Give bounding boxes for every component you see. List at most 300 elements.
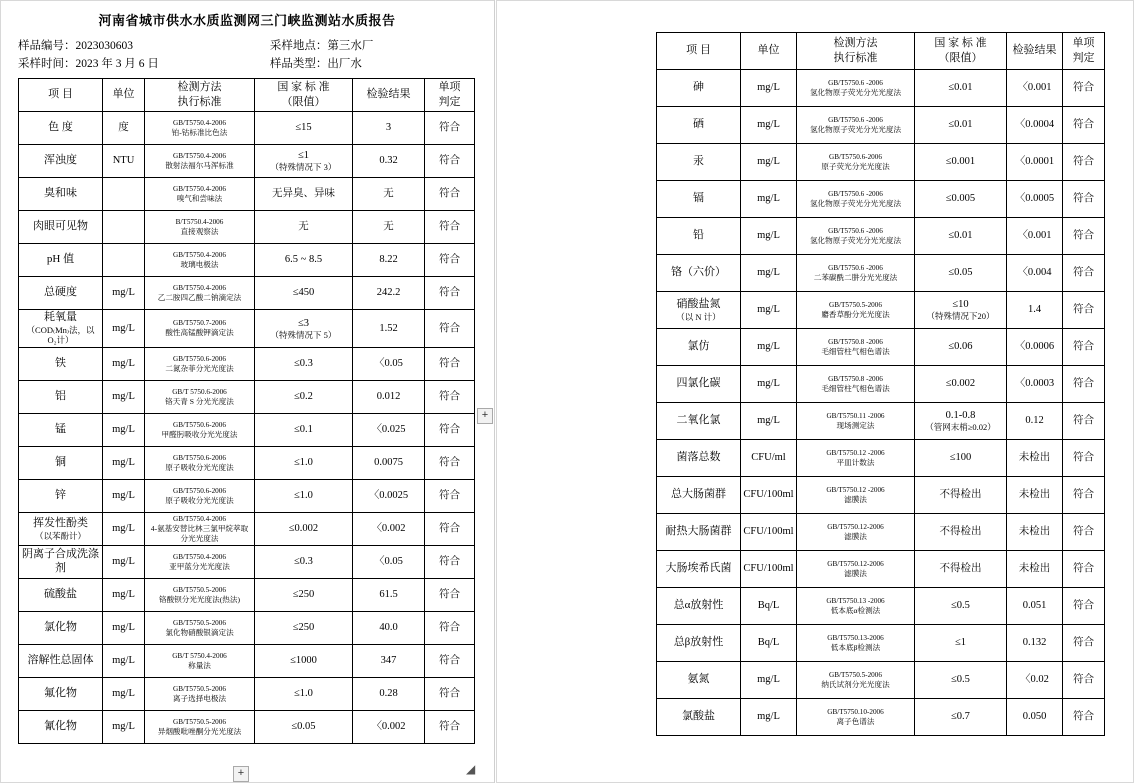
table-row [657, 551, 1105, 588]
cell-result: 1.52 [353, 310, 425, 348]
cell-verdict: 符合 [425, 546, 475, 579]
cell-method: GB/T5750.4-2006 嗅气和尝味法 [145, 178, 255, 211]
cell-standard-limit: ≤1 [915, 625, 1007, 662]
cell-item: 铁 [19, 348, 103, 381]
col-verdict [1063, 33, 1105, 70]
cell-unit: mg/L [103, 678, 145, 711]
cell-verdict: 符合 [1063, 144, 1105, 181]
cell-method: GB/T5750.6-2006 甲醛肟吸收分光光度法 [145, 414, 255, 447]
cell-standard-limit: ≤0.3 [255, 348, 353, 381]
cell-standard-limit: 无异臭、异味 [255, 178, 353, 211]
cell-item: 阴离子合成洗涤剂 [19, 546, 103, 579]
cell-verdict: 符合 [1063, 699, 1105, 736]
col-result: 检验结果 [1007, 33, 1063, 70]
cell-result: 〈0.05 [353, 546, 425, 579]
cell-standard-limit: ≤10 （特殊情况下20） [915, 292, 1007, 329]
cell-item: 汞 [657, 144, 741, 181]
cell-item: 总α放射性 [657, 588, 741, 625]
table-row [19, 381, 475, 414]
cell-method: GB/T5750.5-2006 氯化物硝酸银滴定法 [145, 612, 255, 645]
cell-unit [103, 244, 145, 277]
cell-item: 硫酸盐 [19, 579, 103, 612]
cell-method: GB/T 5750.4-2006 称量法 [145, 645, 255, 678]
cell-verdict: 符合 [1063, 440, 1105, 477]
col-item: 项 目 [19, 79, 103, 112]
cell-method: GB/T5750.5-2006 异烟酸吡唑酮分光光度法 [145, 711, 255, 744]
table-row [19, 414, 475, 447]
sampling-place-value: 第三水厂 [327, 40, 374, 52]
cell-item: 肉眼可见物 [19, 211, 103, 244]
cell-unit: mg/L [741, 662, 797, 699]
table-row [657, 514, 1105, 551]
cell-verdict: 符合 [1063, 625, 1105, 662]
cell-standard-limit: 不得检出 [915, 514, 1007, 551]
cell-result: 8.22 [353, 244, 425, 277]
cell-standard-limit: ≤0.5 [915, 662, 1007, 699]
col-method [797, 33, 915, 70]
cell-unit: mg/L [103, 711, 145, 744]
cell-method: GB/T5750.5-2006 离子选择电极法 [145, 678, 255, 711]
cell-standard-limit: ≤1000 [255, 645, 353, 678]
cell-unit: mg/L [741, 144, 797, 181]
cell-result: 未检出 [1007, 477, 1063, 514]
cell-result: 无 [353, 211, 425, 244]
cell-verdict: 符合 [425, 145, 475, 178]
sampling-time-value: 2023 年 3 月 6 日 [75, 58, 159, 70]
cell-unit [103, 178, 145, 211]
cell-unit [103, 211, 145, 244]
cell-result: 40.0 [353, 612, 425, 645]
table-row [19, 244, 475, 277]
cell-unit: mg/L [741, 181, 797, 218]
cell-method: GB/T5750.6 -2006 氢化物原子荧光分光光度法 [797, 218, 915, 255]
cell-unit: mg/L [103, 414, 145, 447]
table-row [657, 366, 1105, 403]
cell-item: 二氧化氯 [657, 403, 741, 440]
cell-item: 氟化物 [19, 678, 103, 711]
cell-method: GB/T5750.4-2006 铂-钴标准比色法 [145, 112, 255, 145]
cell-standard-limit: ≤1 （特殊情况下 3） [255, 145, 353, 178]
cell-result: 〈0.001 [1007, 70, 1063, 107]
cell-standard-limit: ≤0.3 [255, 546, 353, 579]
cell-unit: mg/L [103, 381, 145, 414]
cell-standard-limit: ≤3 （特殊情况下 5） [255, 310, 353, 348]
cell-item: 大肠埃希氏菌 [657, 551, 741, 588]
cell-verdict: 符合 [425, 678, 475, 711]
cell-unit: mg/L [103, 612, 145, 645]
cell-result: 1.4 [1007, 292, 1063, 329]
sampling-time [18, 55, 270, 71]
cell-verdict: 符合 [425, 348, 475, 381]
cell-method: GB/T5750.12-2006 滤膜法 [797, 514, 915, 551]
cell-method: GB/T5750.6 -2006 氢化物原子荧光分光光度法 [797, 107, 915, 144]
cell-result: 0.012 [353, 381, 425, 414]
cell-standard-limit: ≤0.01 [915, 218, 1007, 255]
table-row [657, 329, 1105, 366]
cell-method: GB/T5750.10-2006 离子色谱法 [797, 699, 915, 736]
cell-item: 色 度 [19, 112, 103, 145]
col-standard-l1: 国 家 标 准 [934, 37, 987, 50]
cell-item: 锌 [19, 480, 103, 513]
cell-verdict: 符合 [425, 178, 475, 211]
cell-result: 未检出 [1007, 551, 1063, 588]
cell-standard-limit: ≤0.05 [255, 711, 353, 744]
cell-verdict: 符合 [425, 277, 475, 310]
cell-verdict: 符合 [1063, 477, 1105, 514]
cell-result: 0.051 [1007, 588, 1063, 625]
col-standard [255, 79, 353, 112]
cell-result: 0.132 [1007, 625, 1063, 662]
table-row [19, 513, 475, 546]
cell-result: 〈0.0004 [1007, 107, 1063, 144]
cell-result: 〈0.0025 [353, 480, 425, 513]
cell-item: 四氯化碳 [657, 366, 741, 403]
col-verdict-l1: 单项 [1072, 37, 1095, 50]
cell-result: 0.0075 [353, 447, 425, 480]
cell-result: 0.12 [1007, 403, 1063, 440]
cell-item: 耐热大肠菌群 [657, 514, 741, 551]
cell-unit: CFU/100ml [741, 477, 797, 514]
cell-item: 氰化物 [19, 711, 103, 744]
cell-verdict: 符合 [425, 381, 475, 414]
cell-verdict: 符合 [425, 447, 475, 480]
table-row [19, 348, 475, 381]
cell-method: GB/T5750.12-2006 滤膜法 [797, 551, 915, 588]
cell-verdict: 符合 [1063, 255, 1105, 292]
cell-standard-limit: ≤0.002 [255, 513, 353, 546]
water-quality-table-right [656, 32, 1105, 736]
cell-standard-limit: ≤250 [255, 612, 353, 645]
cell-standard-limit: ≤0.06 [915, 329, 1007, 366]
cell-unit: CFU/100ml [741, 551, 797, 588]
cell-method: GB/T5750.6-2006 原子吸收分光光度法 [145, 447, 255, 480]
table-header-row [657, 33, 1105, 70]
cell-standard-limit: ≤0.005 [915, 181, 1007, 218]
col-method [145, 79, 255, 112]
expand-bottom-button[interactable]: + [233, 766, 249, 782]
col-method-l1: 检测方法 [177, 81, 222, 94]
cell-item: pH 值 [19, 244, 103, 277]
cell-verdict: 符合 [1063, 588, 1105, 625]
cell-item: 总大肠菌群 [657, 477, 741, 514]
table-row [19, 612, 475, 645]
col-method-l2: 执行标准 [833, 52, 878, 64]
cell-method: GB/T5750.13-2006 低本底β检测法 [797, 625, 915, 662]
cell-item: 溶解性总固体 [19, 645, 103, 678]
table-row [657, 144, 1105, 181]
cell-standard-limit: ≤0.5 [915, 588, 1007, 625]
cell-result: 242.2 [353, 277, 425, 310]
cell-method: GB/T5750.4-2006 亚甲蓝分光光度法 [145, 546, 255, 579]
sampling-time-label: 采样时间： [18, 58, 76, 70]
table-row [19, 480, 475, 513]
cell-unit: mg/L [103, 645, 145, 678]
cell-standard-limit: ≤0.01 [915, 107, 1007, 144]
cell-item: 硝酸盐氮 （以 N 计） [657, 292, 741, 329]
col-method-l2: 执行标准 [177, 96, 222, 108]
cell-standard-limit: ≤1.0 [255, 447, 353, 480]
table-row [657, 477, 1105, 514]
cell-result: 〈0.0001 [1007, 144, 1063, 181]
cell-method: B/T5750.4-2006 直接观察法 [145, 211, 255, 244]
cell-standard-limit: 不得检出 [915, 551, 1007, 588]
table-row [657, 440, 1105, 477]
cell-method: GB/T5750.12 -2006 滤膜法 [797, 477, 915, 514]
cell-method: GB/T 5750.6-2006 铬天青 S 分光光度法 [145, 381, 255, 414]
cell-unit: mg/L [741, 107, 797, 144]
table-row [19, 112, 475, 145]
table-row [19, 310, 475, 348]
col-standard-l2: （限值） [938, 52, 983, 64]
cell-unit: mg/L [741, 218, 797, 255]
cell-unit: mg/L [741, 366, 797, 403]
cell-result: 0.32 [353, 145, 425, 178]
cell-method: GB/T5750.11 -2006 现场测定法 [797, 403, 915, 440]
cell-standard-limit: ≤0.01 [915, 70, 1007, 107]
cell-result: 〈0.025 [353, 414, 425, 447]
table-row [657, 255, 1105, 292]
cell-method: GB/T5750.5-2006 纳氏试剂分光光度法 [797, 662, 915, 699]
cell-standard-limit: ≤0.7 [915, 699, 1007, 736]
cell-standard-limit: ≤100 [915, 440, 1007, 477]
table-row [19, 211, 475, 244]
cell-verdict: 符合 [425, 513, 475, 546]
table-row [19, 546, 475, 579]
report-page-left [0, 0, 495, 783]
cell-standard-limit: 无 [255, 211, 353, 244]
table-row [19, 145, 475, 178]
cell-standard-limit: ≤15 [255, 112, 353, 145]
cell-method: GB/T5750.6-2006 原子荧光分光光度法 [797, 144, 915, 181]
cell-method: GB/T5750.13 -2006 低本底α检测法 [797, 588, 915, 625]
cell-item: 镉 [657, 181, 741, 218]
col-unit: 单位 [103, 79, 145, 112]
cell-standard-limit: ≤0.1 [255, 414, 353, 447]
sampling-place [270, 37, 476, 53]
cell-standard-limit: ≤0.05 [915, 255, 1007, 292]
col-verdict-l2: 判定 [1072, 52, 1095, 64]
cell-verdict: 符合 [1063, 107, 1105, 144]
cell-verdict: 符合 [1063, 292, 1105, 329]
cell-verdict: 符合 [425, 112, 475, 145]
cell-unit: mg/L [741, 329, 797, 366]
sample-type-value: 出厂水 [327, 58, 362, 70]
cell-verdict: 符合 [425, 579, 475, 612]
cell-unit: CFU/100ml [741, 514, 797, 551]
table-header-row [19, 79, 475, 112]
cell-method: GB/T5750.8 -2006 毛细管柱气相色谱法 [797, 329, 915, 366]
cell-result: 3 [353, 112, 425, 145]
report-page-right [496, 0, 1134, 783]
cell-verdict: 符合 [425, 645, 475, 678]
col-standard [915, 33, 1007, 70]
cell-method: GB/T5750.7-2006 酸性高锰酸钾滴定法 [145, 310, 255, 348]
col-standard-l2: （限值） [281, 96, 326, 108]
cell-method: GB/T5750.12 -2006 平皿计数法 [797, 440, 915, 477]
cell-verdict: 符合 [1063, 514, 1105, 551]
cell-item: 菌落总数 [657, 440, 741, 477]
cell-result: 〈0.05 [353, 348, 425, 381]
table-row [19, 678, 475, 711]
col-standard-l1: 国 家 标 准 [277, 81, 330, 94]
col-verdict [425, 79, 475, 112]
col-verdict-l2: 判定 [438, 96, 461, 108]
cell-standard-limit: ≤450 [255, 277, 353, 310]
cell-verdict: 符合 [1063, 403, 1105, 440]
cell-method: GB/T5750.6 -2006 氢化物原子荧光分光光度法 [797, 70, 915, 107]
cell-verdict: 符合 [425, 612, 475, 645]
cell-item: 浑浊度 [19, 145, 103, 178]
cell-method: GB/T5750.4-2006 散射法福尔马浑标准 [145, 145, 255, 178]
cell-item: 铬（六价） [657, 255, 741, 292]
cell-method: GB/T5750.6-2006 二氮杂菲分光光度法 [145, 348, 255, 381]
cell-unit: mg/L [103, 277, 145, 310]
cell-unit: mg/L [103, 480, 145, 513]
cell-item: 耗氧量 （COD₍Mn₎法，以 O₂计） [19, 310, 103, 348]
cell-method: GB/T5750.5-2006 铬酸钡分光光度法(热法) [145, 579, 255, 612]
cell-verdict: 符合 [1063, 366, 1105, 403]
sample-no-value: 2023030603 [75, 40, 133, 52]
table-row [19, 579, 475, 612]
cell-item: 挥发性酚类 （以苯酚计） [19, 513, 103, 546]
cell-result: 未检出 [1007, 514, 1063, 551]
col-result: 检验结果 [353, 79, 425, 112]
cell-standard-limit: ≤0.001 [915, 144, 1007, 181]
cell-result: 〈0.02 [1007, 662, 1063, 699]
cell-verdict: 符合 [1063, 70, 1105, 107]
cell-unit: mg/L [103, 447, 145, 480]
cell-verdict: 符合 [425, 244, 475, 277]
resize-grip-icon[interactable]: ◢ [466, 762, 476, 776]
cell-item: 氯酸盐 [657, 699, 741, 736]
cell-standard-limit: ≤0.002 [915, 366, 1007, 403]
cell-standard-limit: ≤0.2 [255, 381, 353, 414]
water-quality-table-left [18, 78, 475, 744]
cell-verdict: 符合 [425, 211, 475, 244]
table-row [19, 645, 475, 678]
cell-item: 臭和味 [19, 178, 103, 211]
page-title: 河南省城市供水水质监测网三门峡监测站水质报告 [98, 13, 396, 28]
cell-unit: CFU/ml [741, 440, 797, 477]
cell-result: 0.050 [1007, 699, 1063, 736]
cell-method: GB/T5750.6-2006 原子吸收分光光度法 [145, 480, 255, 513]
cell-unit: mg/L [741, 699, 797, 736]
table-row [657, 625, 1105, 662]
table-row [657, 403, 1105, 440]
table-row [657, 70, 1105, 107]
col-verdict-l1: 单项 [438, 81, 461, 94]
cell-verdict: 符合 [425, 310, 475, 348]
cell-unit: 度 [103, 112, 145, 145]
sampling-place-label: 采样地点： [269, 40, 328, 52]
cell-item: 总β放射性 [657, 625, 741, 662]
table-row [657, 699, 1105, 736]
table-row [19, 277, 475, 310]
cell-method: GB/T5750.5-2006 麝香草酚分光光度法 [797, 292, 915, 329]
col-unit: 单位 [741, 33, 797, 70]
cell-standard-limit: 不得检出 [915, 477, 1007, 514]
cell-method: GB/T5750.6 -2006 氢化物原子荧光分光光度法 [797, 181, 915, 218]
cell-result: 〈0.002 [353, 711, 425, 744]
cell-standard-limit: ≤1.0 [255, 480, 353, 513]
cell-item: 硒 [657, 107, 741, 144]
cell-item: 砷 [657, 70, 741, 107]
meta-row-2 [0, 55, 494, 71]
cell-method: GB/T5750.8 -2006 毛细管柱气相色谱法 [797, 366, 915, 403]
cell-item: 总硬度 [19, 277, 103, 310]
cell-verdict: 符合 [425, 711, 475, 744]
table-row [657, 662, 1105, 699]
cell-result: 61.5 [353, 579, 425, 612]
cell-verdict: 符合 [1063, 329, 1105, 366]
col-item: 项 目 [657, 33, 741, 70]
cell-result: 无 [353, 178, 425, 211]
meta-row-1 [0, 37, 494, 53]
cell-unit: mg/L [103, 310, 145, 348]
cell-unit: mg/L [103, 348, 145, 381]
col-method-l1: 检测方法 [833, 37, 878, 50]
cell-result: 〈0.004 [1007, 255, 1063, 292]
cell-item: 铜 [19, 447, 103, 480]
sample-no-label: 样品编号： [18, 40, 76, 52]
cell-item: 锰 [19, 414, 103, 447]
cell-verdict: 符合 [425, 414, 475, 447]
cell-result: 〈0.0003 [1007, 366, 1063, 403]
cell-unit: mg/L [741, 292, 797, 329]
cell-standard-limit: ≤250 [255, 579, 353, 612]
cell-method: GB/T5750.6 -2006 二苯碳酰二肼分光光度法 [797, 255, 915, 292]
cell-result: 0.28 [353, 678, 425, 711]
table-row [657, 292, 1105, 329]
table-row [657, 181, 1105, 218]
cell-standard-limit: ≤1.0 [255, 678, 353, 711]
cell-standard-limit: 6.5 ~ 8.5 [255, 244, 353, 277]
cell-result: 〈0.001 [1007, 218, 1063, 255]
cell-result: 〈0.002 [353, 513, 425, 546]
cell-item: 氯化物 [19, 612, 103, 645]
cell-unit: Bq/L [741, 588, 797, 625]
sample-no [18, 37, 270, 53]
table-row [657, 218, 1105, 255]
cell-verdict: 符合 [425, 480, 475, 513]
expand-right-button[interactable]: + [477, 408, 493, 424]
cell-verdict: 符合 [1063, 662, 1105, 699]
cell-item: 氯仿 [657, 329, 741, 366]
cell-verdict: 符合 [1063, 181, 1105, 218]
cell-result: 〈0.0005 [1007, 181, 1063, 218]
cell-verdict: 符合 [1063, 218, 1105, 255]
cell-result: 347 [353, 645, 425, 678]
cell-method: GB/T5750.4-2006 4-氨基安替比林三氯甲烷萃取分光光度法 [145, 513, 255, 546]
cell-verdict: 符合 [1063, 551, 1105, 588]
cell-unit: mg/L [741, 255, 797, 292]
cell-item: 铅 [657, 218, 741, 255]
cell-unit: mg/L [103, 579, 145, 612]
table-row [19, 447, 475, 480]
cell-unit: mg/L [741, 403, 797, 440]
table-row [657, 588, 1105, 625]
sample-type-label: 样品类型： [269, 58, 328, 70]
sample-type [270, 55, 476, 71]
cell-method: GB/T5750.4-2006 乙二胺四乙酸二钠滴定法 [145, 277, 255, 310]
cell-standard-limit: 0.1-0.8 （管网末梢≥0.02） [915, 403, 1007, 440]
cell-item: 氨氮 [657, 662, 741, 699]
cell-unit: NTU [103, 145, 145, 178]
cell-unit: Bq/L [741, 625, 797, 662]
cell-unit: mg/L [103, 546, 145, 579]
cell-item: 铝 [19, 381, 103, 414]
cell-unit: mg/L [103, 513, 145, 546]
